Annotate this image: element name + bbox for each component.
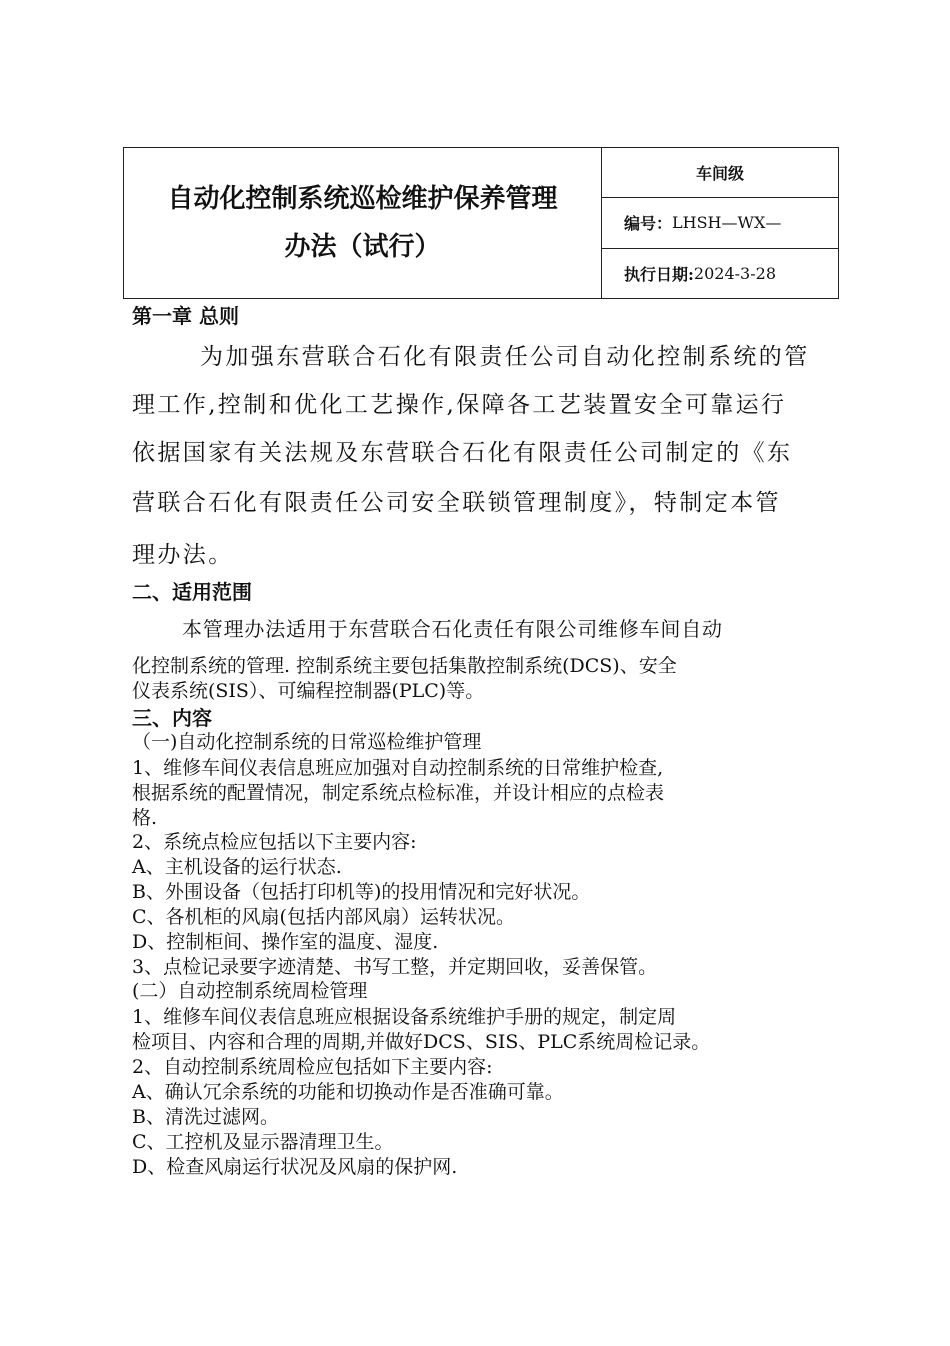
scope-line: 化控制系统的管理. 控制系统主要包括集散控制系统(DCS)、安全 <box>132 655 677 677</box>
chapter1-paragraph-line: 依据国家有关法规及东营联合石化有限责任公司制定的《东 <box>132 440 793 466</box>
chapter1-paragraph-line: 理工作,控制和优化工艺操作,保障各工艺装置安全可靠运行 <box>132 392 787 418</box>
header-meta-column <box>602 148 838 298</box>
daily-item-1: 格. <box>132 807 158 829</box>
date-cell <box>602 248 838 298</box>
document-title <box>143 175 583 271</box>
document-title-line2: 办法（试行） <box>284 232 441 262</box>
daily-item-c: C、各机柜的风扇(包括内部风扇）运转状况。 <box>132 906 515 928</box>
daily-item-3: 3、点检记录要字迹清楚、书写工整，并定期回收，妥善保管。 <box>132 956 658 978</box>
number-label: 编号： <box>624 214 673 234</box>
chapter1-paragraph-line: 为加强东营联合石化有限责任公司自动化控制系统的管 <box>200 344 810 370</box>
document-title-line1: 自动化控制系统巡检维护保养管理 <box>167 184 558 214</box>
scope-line: 仪表系统(SIS）、可编程控制器(PLC)等。 <box>132 680 485 702</box>
weekly-item-d: D、检查风扇运行状况及风扇的保护网. <box>132 1156 458 1178</box>
weekly-item-b: B、清洗过滤网。 <box>132 1106 279 1128</box>
level-cell <box>602 148 838 197</box>
daily-item-b: B、外围设备（包括打印机等)的投用情况和完好状况。 <box>132 881 591 903</box>
content-heading: 三、内容 <box>132 706 212 730</box>
weekly-item-1: 检项目、内容和合理的周期,并做好DCS、SIS、PLC系统周检记录。 <box>132 1031 711 1053</box>
header-title-cell <box>124 148 602 298</box>
date-value: 2024-3-28 <box>693 263 776 283</box>
chapter1-heading: 第一章 总则 <box>132 304 239 328</box>
scope-heading: 二、适用范围 <box>132 580 252 604</box>
daily-item-2: 2、系统点检应包括以下主要内容: <box>132 831 417 853</box>
number-cell <box>602 197 838 247</box>
chapter1-paragraph-line: 理办法。 <box>132 542 234 568</box>
daily-item-a: A、主机设备的运行状态. <box>132 856 342 878</box>
weekly-item-a: A、确认冗余系统的功能和切换动作是否准确可靠。 <box>132 1081 564 1103</box>
weekly-item-2: 2、自动控制系统周检应包括如下主要内容: <box>132 1056 493 1078</box>
daily-heading: （一)自动化控制系统的日常巡检维护管理 <box>132 731 482 753</box>
level-text: 车间级 <box>695 164 744 184</box>
weekly-item-c: C、工控机及显示器清理卫生。 <box>132 1131 394 1153</box>
weekly-item-1: 1、维修车间仪表信息班应根据设备系统维护手册的规定，制定周 <box>132 1006 677 1028</box>
daily-item-1: 1、维修车间仪表信息班应加强对自动控制系统的日常维护检查, <box>132 757 664 779</box>
scope-line: 本管理办法适用于东营联合石化责任有限公司维修车间自动 <box>182 617 723 641</box>
daily-item-1: 根据系统的配置情况，制定系统点检标准，并设计相应的点检表 <box>132 782 665 804</box>
header-table <box>123 147 839 299</box>
daily-item-d: D、控制柜间、操作室的温度、湿度. <box>132 931 439 953</box>
weekly-heading: (二）自动控制系统周检管理 <box>132 980 368 1002</box>
date-label: 执行日期: <box>624 264 694 284</box>
number-value: LHSH—WX— <box>672 213 782 233</box>
chapter1-paragraph-line: 营联合石化有限责任公司安全联锁管理制度》，特制定本管 <box>132 490 781 516</box>
